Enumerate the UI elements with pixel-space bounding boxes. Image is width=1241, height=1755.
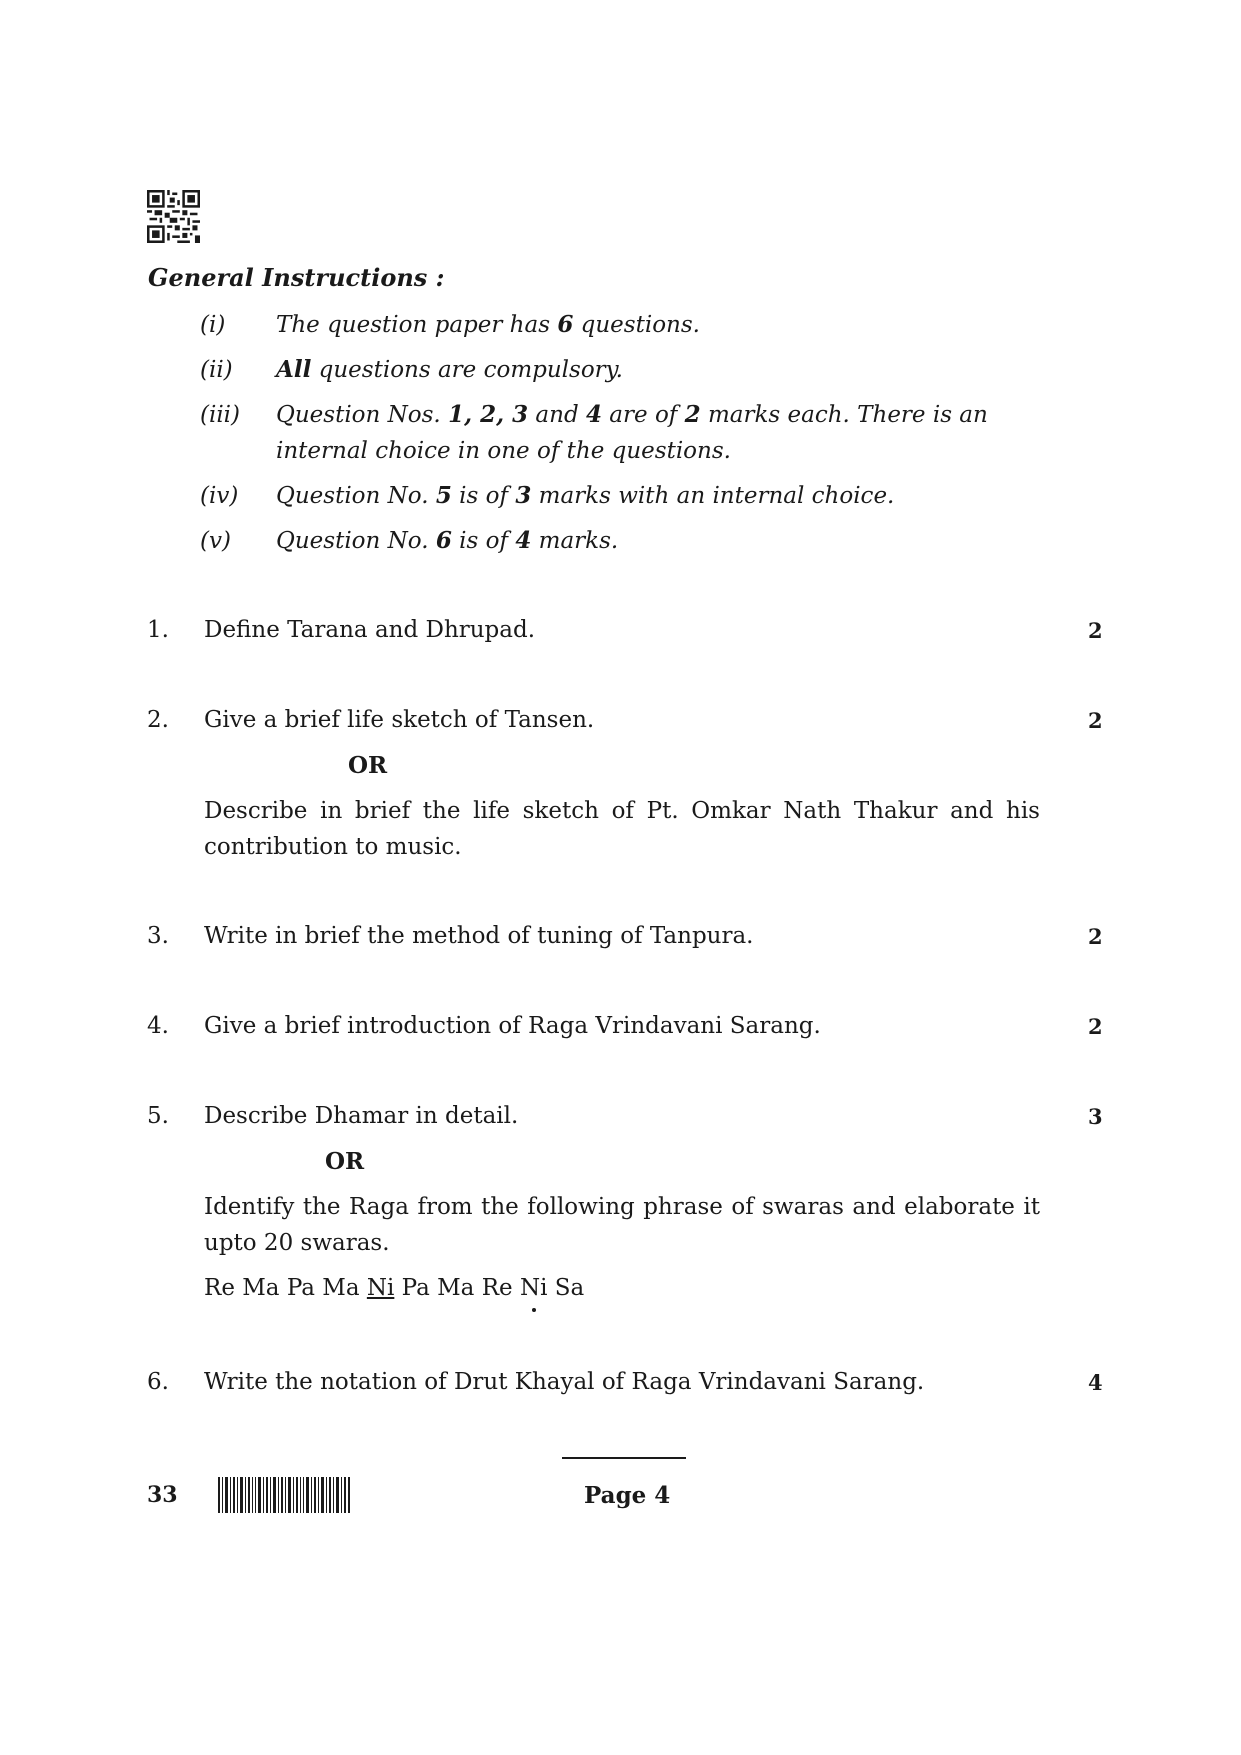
instruction-text: Question No. 5 is of 3 marks with an internal choice. [276,482,895,509]
question-text: Describe Dhamar in detail. [204,1103,519,1129]
or-label: OR [348,752,388,779]
question-number: 2. [147,707,169,733]
paper-code: 33 [147,1482,178,1508]
instruction-number: (v) [200,528,231,554]
instruction-text: Question No. 6 is of 4 marks. [276,527,619,554]
question-number: 4. [147,1013,169,1039]
question-marks: 2 [1088,618,1103,643]
instructions-heading: General Instructions : [148,263,445,292]
question-marks: 2 [1088,924,1103,949]
barcode-icon [218,1477,350,1513]
question-number: 5. [147,1103,169,1129]
question-number: 6. [147,1369,169,1395]
or-label: OR [325,1148,365,1175]
question-marks: 2 [1088,1014,1103,1039]
question-marks: 3 [1088,1104,1103,1129]
question-text: Define Tarana and Dhrupad. [204,617,536,643]
question-text: Give a brief introduction of Raga Vrindavani Sarang. [204,1013,821,1039]
end-rule [562,1457,686,1459]
instruction-text: All questions are compulsory. [276,356,623,383]
instruction-number: (iii) [200,402,241,428]
komal-ni: Ni [366,1275,395,1301]
question-text: Give a brief life sketch of Tansen. [204,707,595,733]
qr-code-icon [147,190,200,243]
question-number: 3. [147,923,169,949]
question-alt-text: Identify the Raga from the following phrase of swaras and elaborate it upto 20 swaras. [204,1194,1040,1256]
question-text: Write in brief the method of tuning of Tanpura. [204,923,754,949]
instruction-number: (ii) [200,357,233,383]
instruction-number: (iv) [200,483,239,509]
instruction-text: Question Nos. 1, 2, 3 and 4 are of 2 marks each. There is an internal choice in one of the questions. [276,401,988,464]
question-marks: 4 [1088,1370,1103,1395]
mandra-ni: Ni [520,1270,547,1306]
page-number: Page 4 [584,1482,671,1509]
question-text: Write the notation of Drut Khayal of Raga Vrindavani Sarang. [204,1369,925,1395]
question-marks: 2 [1088,708,1103,733]
instruction-number: (i) [200,312,226,338]
instruction-text: The question paper has 6 questions. [276,311,700,338]
question-number: 1. [147,617,169,643]
question-alt-text: Describe in brief the life sketch of Pt. Omkar Nath Thakur and his contribution to music. [204,798,1040,860]
swara-phrase: Re Ma Pa Ma Ni Pa Ma Re Ni Sa [204,1270,1054,1306]
